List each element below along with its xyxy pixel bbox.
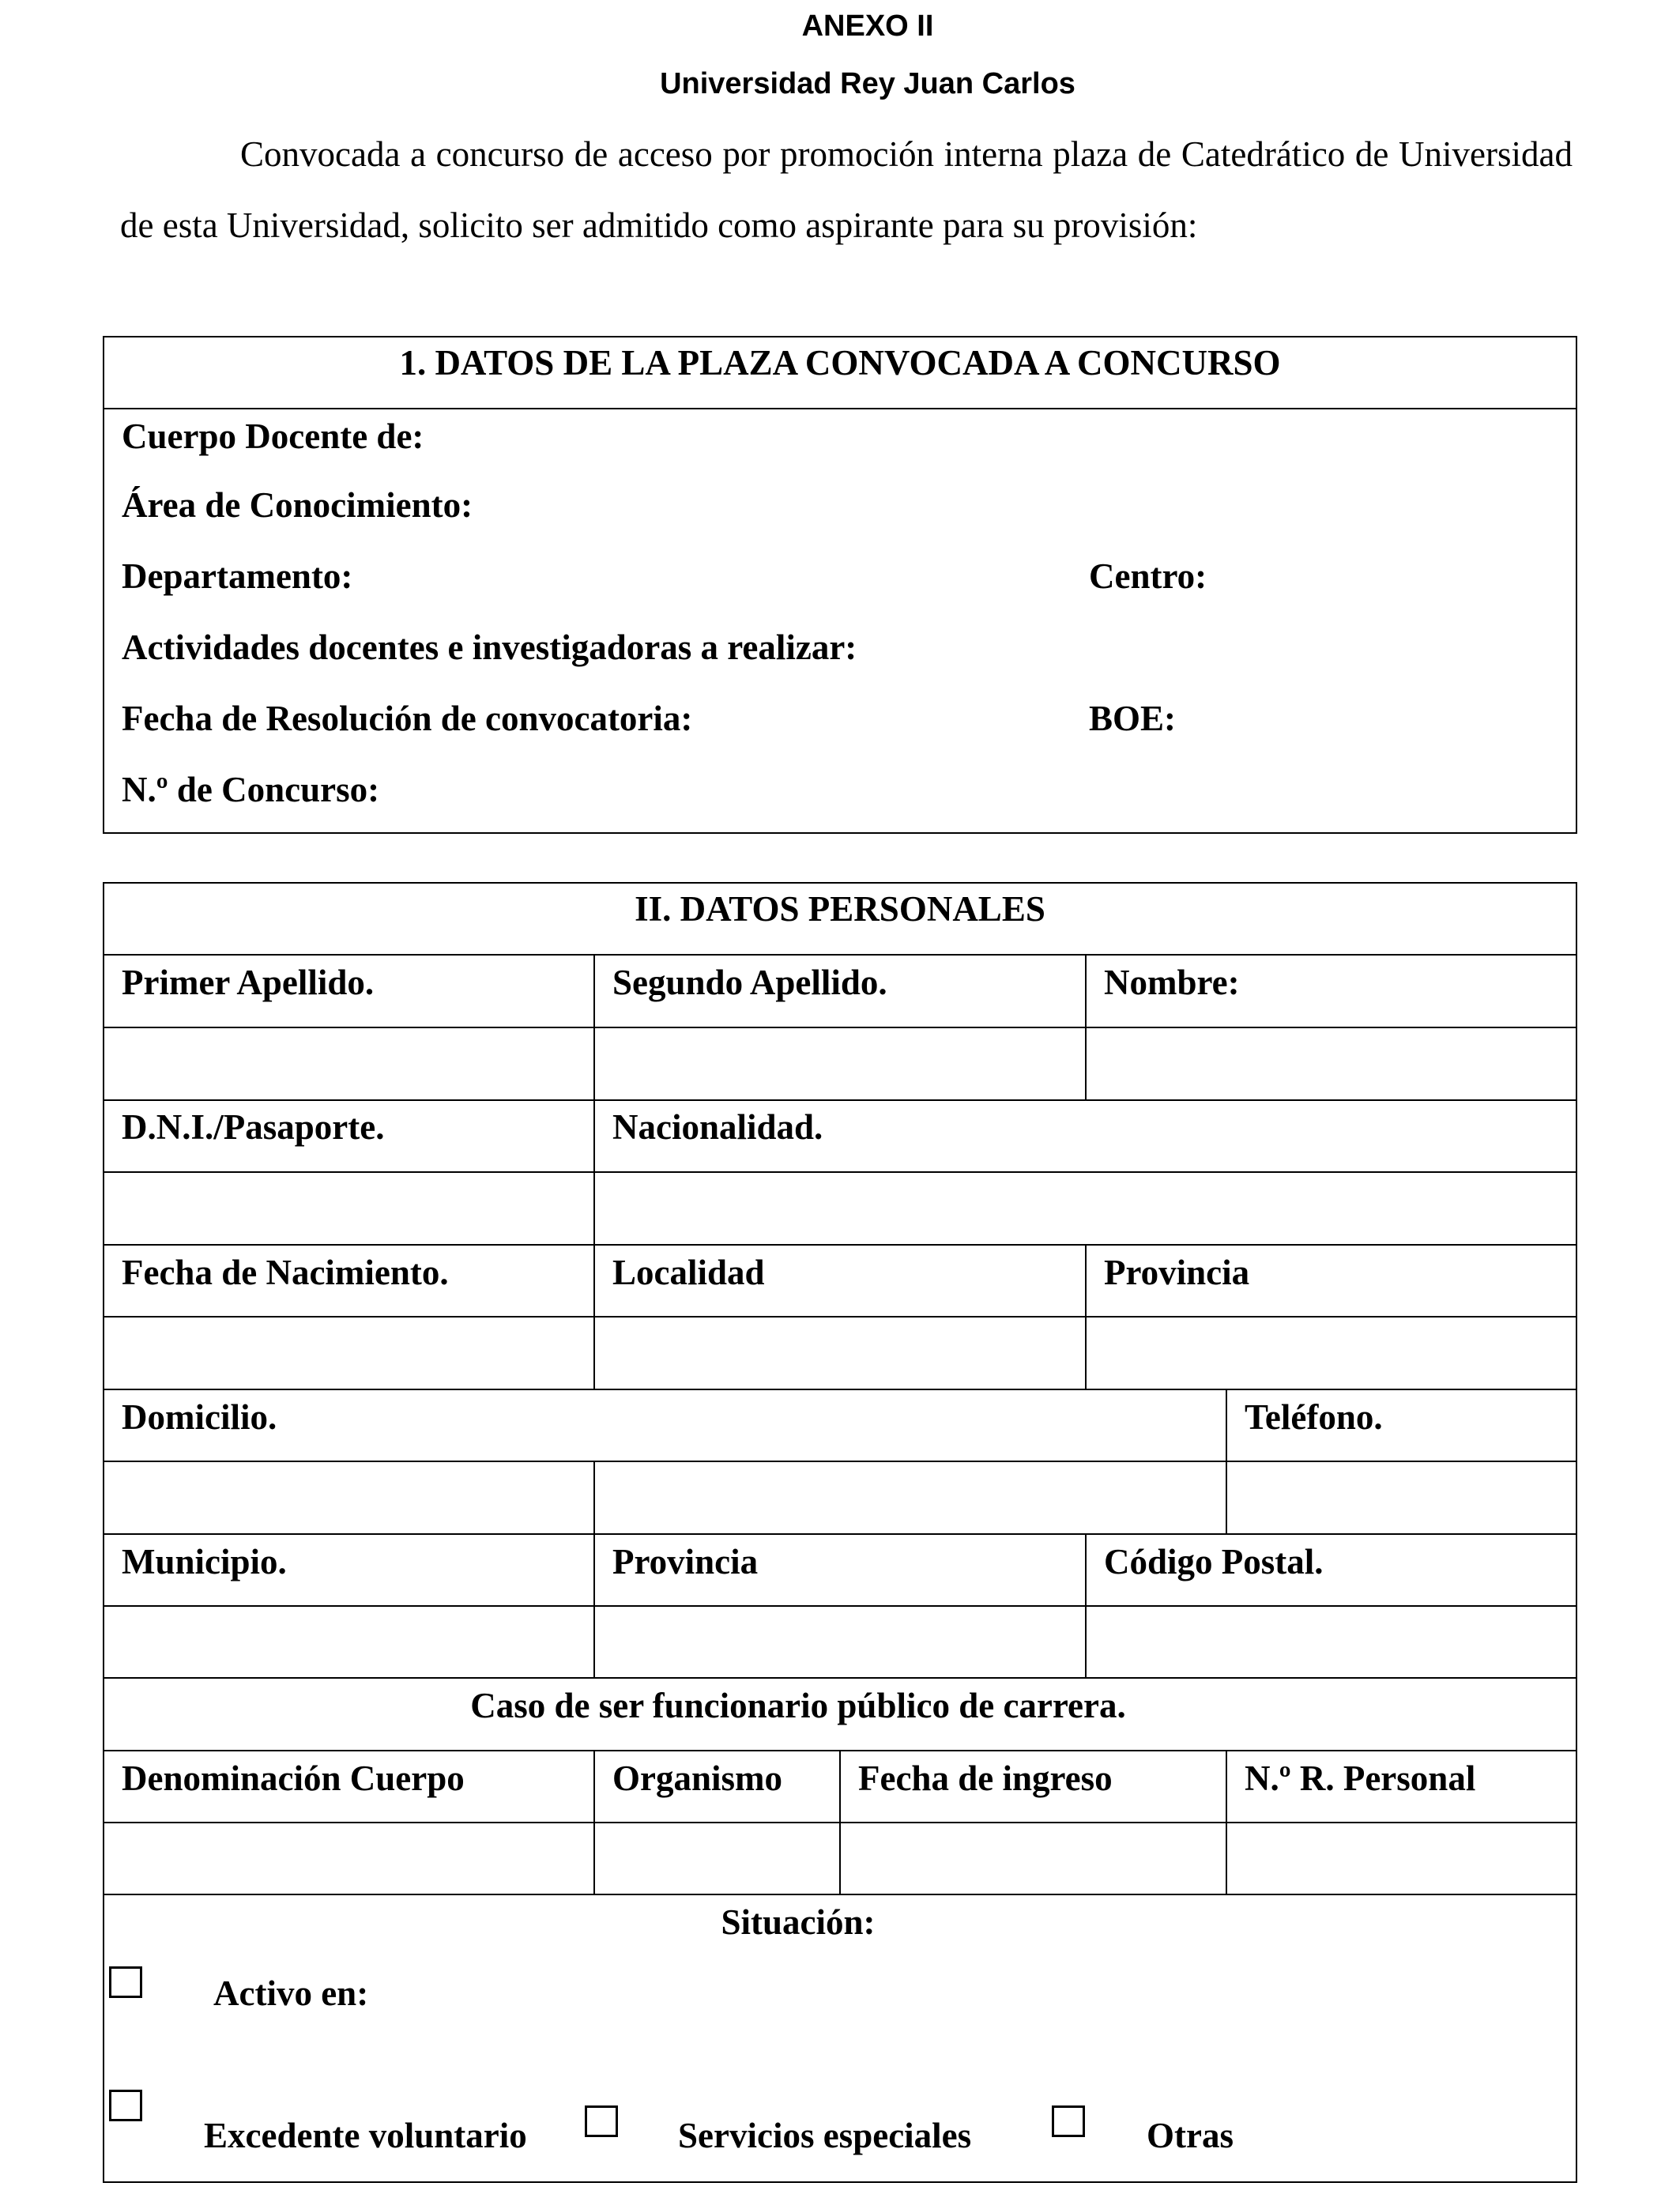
servicios-checkbox[interactable] xyxy=(585,2105,618,2137)
divider xyxy=(103,1027,1577,1028)
excedente-label: Excedente voluntario xyxy=(204,2116,527,2155)
actividades-label[interactable]: Actividades docentes e investigadoras a realizar: xyxy=(122,628,857,667)
cuerpo-docente-label[interactable]: Cuerpo Docente de: xyxy=(122,417,424,456)
university-name: Universidad Rey Juan Carlos xyxy=(660,67,1075,100)
divider xyxy=(593,1099,595,1245)
segundo-apellido-label: Segundo Apellido. xyxy=(612,963,887,1002)
organismo-label: Organismo xyxy=(612,1759,783,1798)
dni-label: D.N.I./Pasaporte. xyxy=(122,1107,385,1147)
codigo-postal-label: Código Postal. xyxy=(1104,1542,1324,1581)
boe-label[interactable]: BOE: xyxy=(1089,699,1177,738)
primer-apellido-label: Primer Apellido. xyxy=(122,963,375,1002)
divider xyxy=(593,1244,595,1389)
provincia-nacimiento-label: Provincia xyxy=(1104,1253,1250,1292)
situacion-title: Situación: xyxy=(721,1902,876,1942)
telefono-label: Teléfono. xyxy=(1245,1397,1383,1437)
divider xyxy=(1085,1244,1087,1389)
divider xyxy=(1226,1750,1227,1894)
divider xyxy=(103,1605,1577,1607)
divider xyxy=(593,1533,595,1677)
otras-label: Otras xyxy=(1147,2116,1234,2155)
divider xyxy=(1085,1533,1087,1677)
annex-title: ANEXO II xyxy=(801,9,934,43)
nombre-label: Nombre: xyxy=(1104,963,1240,1002)
area-conocimiento-label[interactable]: Área de Conocimiento: xyxy=(122,485,473,525)
funcionario-title: Caso de ser funcionario público de carrera. xyxy=(470,1686,1126,1725)
section-personal-title: II. DATOS PERSONALES xyxy=(635,889,1045,929)
divider xyxy=(593,954,595,1099)
denominacion-cuerpo-label: Denominación Cuerpo xyxy=(122,1759,465,1798)
divider xyxy=(103,1171,1577,1173)
numero-concurso-label[interactable]: N.º de Concurso: xyxy=(122,770,380,809)
divider xyxy=(103,1244,1577,1246)
fecha-ingreso-label: Fecha de ingreso xyxy=(858,1759,1113,1798)
divider xyxy=(103,1389,1577,1390)
otras-checkbox[interactable] xyxy=(1052,2105,1085,2137)
activo-checkbox[interactable] xyxy=(109,1966,142,1998)
fecha-nacimiento-label: Fecha de Nacimiento. xyxy=(122,1253,449,1292)
divider xyxy=(103,1533,1577,1535)
centro-label[interactable]: Centro: xyxy=(1089,556,1207,596)
departamento-label[interactable]: Departamento: xyxy=(122,556,353,596)
localidad-label: Localidad xyxy=(612,1253,765,1292)
registro-personal-label: N.º R. Personal xyxy=(1245,1759,1476,1798)
activo-label: Activo en: xyxy=(213,1973,369,2013)
divider xyxy=(593,1750,595,1894)
nacionalidad-label: Nacionalidad. xyxy=(612,1107,823,1147)
provincia-domicilio-label: Provincia xyxy=(612,1542,759,1581)
intro-paragraph: Convocada a concurso de acceso por promoción interna plaza de Catedrático de Universidad de esta Universidad, solicito ser admitido como aspirante para su provisión: xyxy=(120,134,1573,245)
domicilio-label: Domicilio. xyxy=(122,1397,277,1437)
fecha-resolucion-label[interactable]: Fecha de Resolución de convocatoria: xyxy=(122,699,693,738)
section-plaza-title: 1. DATOS DE LA PLAZA CONVOCADA A CONCURSO xyxy=(399,343,1281,383)
divider xyxy=(103,1677,1577,1679)
divider xyxy=(593,1461,595,1533)
divider xyxy=(103,408,1577,409)
divider xyxy=(839,1750,841,1894)
divider xyxy=(1226,1389,1227,1533)
divider xyxy=(103,954,1577,956)
excedente-checkbox[interactable] xyxy=(109,2090,142,2121)
municipio-label: Municipio. xyxy=(122,1542,287,1581)
divider xyxy=(103,1316,1577,1318)
divider xyxy=(103,1461,1577,1462)
divider xyxy=(103,1099,1577,1101)
servicios-label: Servicios especiales xyxy=(678,2116,972,2155)
divider xyxy=(103,1894,1577,1895)
divider xyxy=(1085,954,1087,1099)
